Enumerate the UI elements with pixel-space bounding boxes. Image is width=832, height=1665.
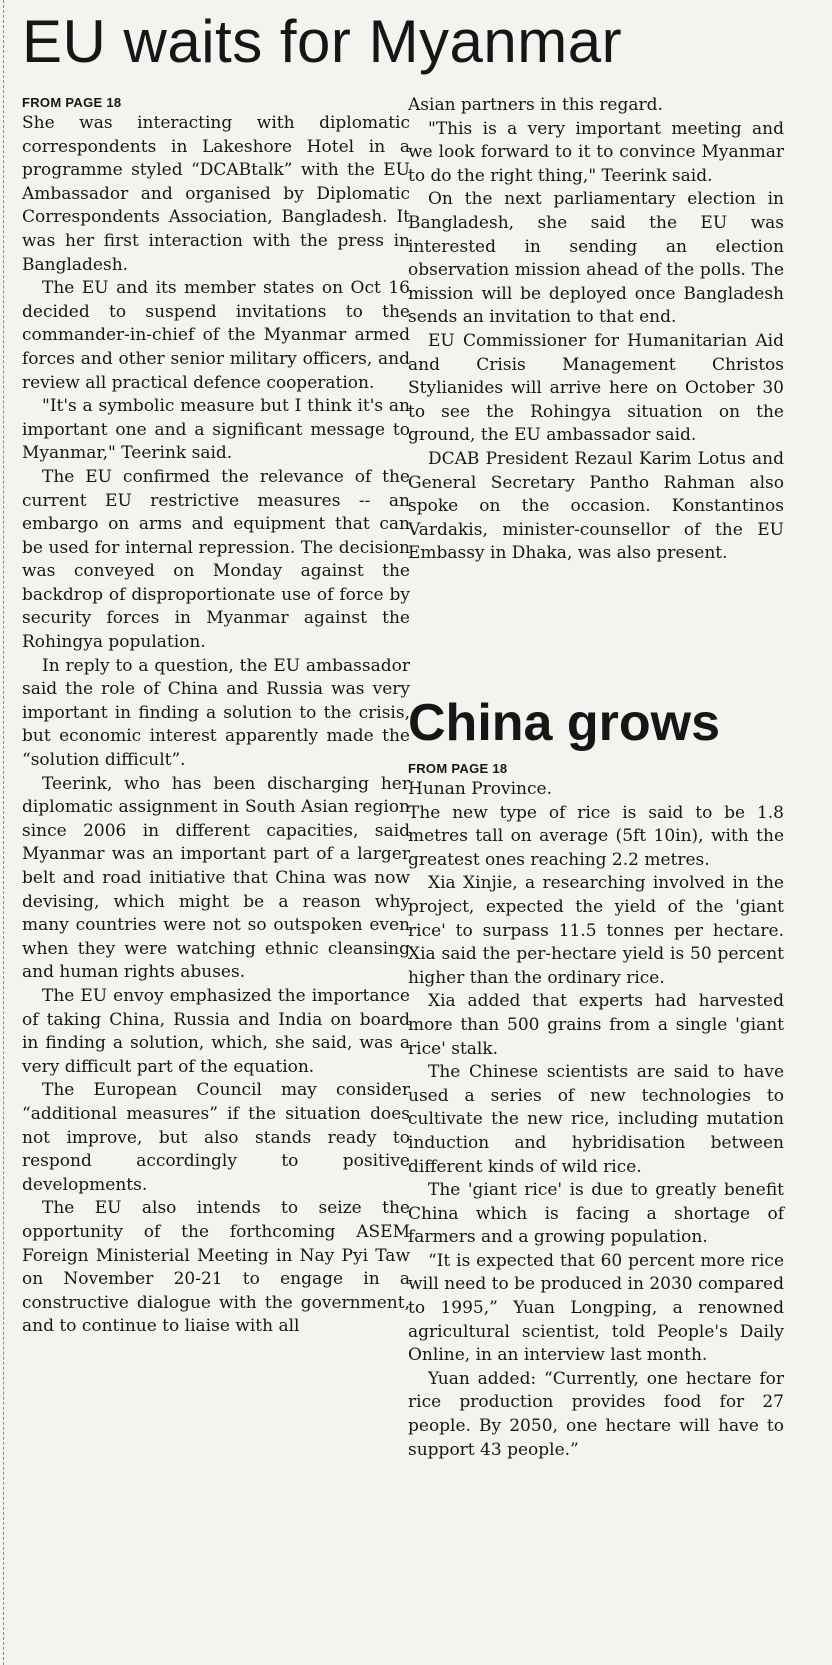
paragraph: The EU and its member states on Oct 16 decided to suspend invitations to the commander-in-chief of the Myanmar armed forces and other senior military officers, and review all practical defence cooperation.	[22, 278, 410, 393]
paragraph: Xia added that experts had harvested more than 500 grains from a single 'giant rice' stalk.	[408, 991, 784, 1059]
paragraph: On the next parliamentary election in Bangladesh, she said the EU was interested in sending an election observation mission ahead of the polls. The mission will be deployed once Bangladesh sends an invitation to that end.	[408, 189, 784, 328]
paragraph: Yuan added: “Currently, one hectare for rice production provides food for 27 people. By 2050, one hectare will have to support 43 people.”	[408, 1368, 784, 1460]
paragraph: DCAB President Rezaul Karim Lotus and General Secretary Pantho Rahman also spoke on the occasion. Konstantinos Vardakis, minister-counsellor of the EU Embassy in Dhaka, was also present.	[408, 448, 784, 564]
story1-column-right	[408, 94, 784, 566]
paragraph: "This is a very important meeting and we look forward to it to convince Myanmar to do the right thing," Teerink said.	[408, 118, 784, 186]
paragraph: The European Council may consider “additional measures” if the situation does not improve, but also stands ready to respond accordingly to positive developments.	[22, 1080, 410, 1195]
paragraph: She was interacting with diplomatic correspondents in Lakeshore Hotel in a programme styled “DCABtalk” with the EU Ambassador and organised by Diplomatic Correspondents Association, Bangladesh. It was her first interaction with the press in Bangladesh.	[22, 113, 410, 275]
paragraph: Hunan Province.	[408, 779, 552, 799]
jump-label: FROM PAGE 18	[408, 761, 508, 776]
page-left-rule	[3, 0, 4, 1665]
paragraph: Asian partners in this regard.	[408, 95, 663, 115]
paragraph: The Chinese scientists are said to have used a series of new technologies to cultivate the new rice, including mutation induction and hybridisation between different kinds of wild rice.	[408, 1062, 784, 1177]
paragraph: Xia Xinjie, a researching involved in the project, expected the yield of the 'giant rice' to surpass 11.5 tonnes per hectare. Xia said the per-hectare yield is 50 percent higher than the ordinary rice.	[408, 873, 784, 988]
paragraph: The EU confirmed the relevance of the current EU restrictive measures -- an embargo on arms and equipment that can be used for internal repression. The decision was conveyed on Monday against the backdrop of disproportionate use of force by security forces in Myanmar against the Rohingya population.	[22, 466, 410, 653]
paragraph: The new type of rice is said to be 1.8 metres tall on average (5ft 10in), with the greatest ones reaching 2.2 metres.	[408, 802, 784, 870]
paragraph: The EU also intends to seize the opportunity of the forthcoming ASEM Foreign Ministerial Meeting in Nay Pyi Taw on November 20-21 to engage in a constructive dialogue with the government, and to continue to liaise with all	[22, 1198, 410, 1337]
paragraph: In reply to a question, the EU ambassador said the role of China and Russia was very important in finding a solution to the crisis, but economic interest apparently made the “solution difficult”.	[22, 655, 410, 771]
story2-column	[408, 760, 784, 1462]
paragraph: EU Commissioner for Humanitarian Aid and Crisis Management Christos Stylianides will arrive here on October 30 to see the Rohingya situation on the ground, the EU ambassador said.	[408, 330, 784, 446]
paragraph: "It's a symbolic measure but I think it's an important one and a significant message to Myanmar," Teerink said.	[22, 396, 410, 464]
paragraph: Teerink, who has been discharging her diplomatic assignment in South Asian region since 2006 in different capacities, said Myanmar was an important part of a larger belt and road initiative that China was now devising, which might be a reason why many countries were not so outspoken even when they were watching ethnic cleansing and human rights abuses.	[22, 773, 410, 983]
paragraph: “It is expected that 60 percent more rice will need to be produced in 2030 compared to 1995,” Yuan Longping, a renowned agricultural scientist, told People's Daily Online, in an interview last month.	[408, 1250, 784, 1366]
paragraph: The EU envoy emphasized the importance of taking China, Russia and India on board in finding a solution, which, she said, was a very difficult part of the equation.	[22, 985, 410, 1077]
story1-column-left	[22, 94, 410, 1339]
paragraph: The 'giant rice' is due to greatly benefit China which is facing a shortage of farmers and a growing population.	[408, 1180, 784, 1248]
jump-label: FROM PAGE 18	[22, 95, 122, 110]
headline-eu-waits: EU waits for Myanmar	[22, 8, 623, 75]
headline-china-grows: China grows	[408, 694, 721, 752]
